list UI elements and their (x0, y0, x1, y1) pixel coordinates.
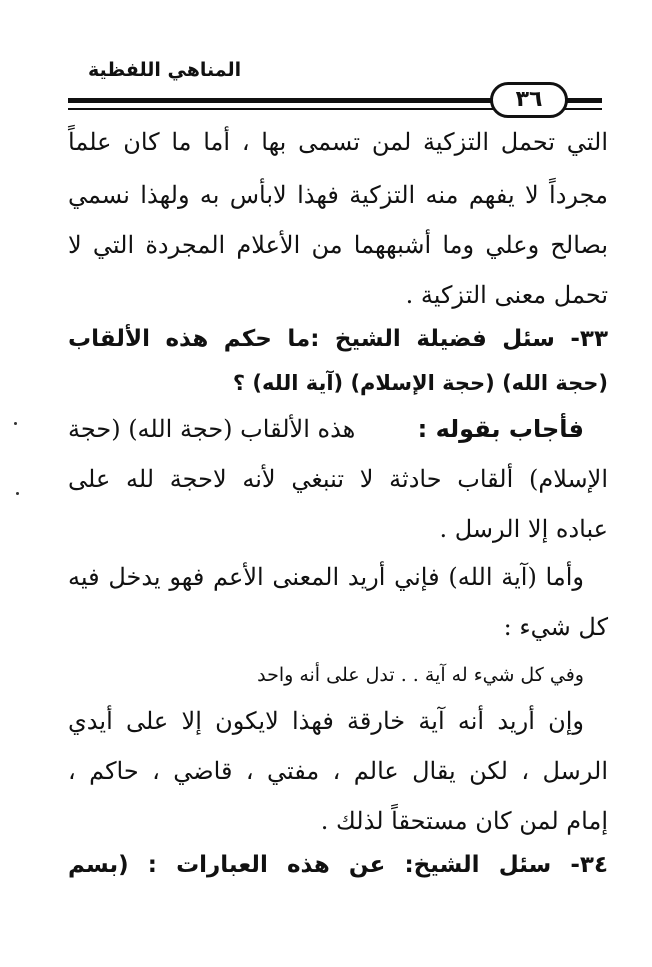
answer-33-line-7: الرسل ، لكن يقال عالم ، مفتي ، قاضي ، حاكم ، (68, 757, 608, 785)
answer-33-line-1 (68, 412, 608, 452)
answer-33-line-1-text: هذه الألقاب (حجة الله) (حجة (68, 415, 356, 443)
page-number: ٣٦ (515, 87, 543, 112)
answer-33-line-4: وأما (آية الله) فإني أريد المعنى الأعم فهو يدخل فيه (68, 563, 584, 591)
answer-33-line-6: وإن أريد أنه آية خارقة فهذا لايكون إلا على أيدي (68, 707, 584, 735)
body-line-4: تحمل معنى التزكية . (405, 281, 608, 309)
running-title: المناهي اللفظية (88, 59, 242, 81)
verse-line: وفي كل شيء له آية . . تدل على أنه واحد (257, 664, 584, 686)
answer-33-line-8: إمام لمن كان مستحقاً لذلك . (320, 807, 608, 835)
body-line-1: التي تحمل التزكية لمن تسمى بها ، أما ما كان علماً (68, 128, 608, 156)
question-34-line-1: ٣٤- سئل الشيخ: عن هذه العبارات : (بسم (68, 852, 608, 878)
scan-mark (16, 492, 19, 495)
answer-33-line-2: الإسلام) ألقاب حادثة لا تنبغي لأنه لاحجة لله على (68, 465, 608, 493)
answer-33-line-5: كل شيء : (503, 613, 608, 641)
question-33-line-2: (حجة الله) (حجة الإسلام) (آية الله) ؟ (232, 371, 608, 395)
page-number-frame (490, 82, 568, 118)
body-line-2: مجرداً لا يفهم منه التزكية فهذا لابأس به ولهذا نسمي (68, 181, 608, 209)
question-33-line-1: ٣٣- سئل فضيلة الشيخ :ما حكم هذه الألقاب (68, 326, 608, 352)
answer-33-line-3: عباده إلا الرسل . (439, 515, 608, 543)
answer-lead: فأجاب بقوله : (417, 415, 584, 443)
scan-mark (14, 422, 17, 425)
body-line-3: بصالح وعلي وما أشبههما من الأعلام المجردة التي لا (68, 231, 608, 259)
